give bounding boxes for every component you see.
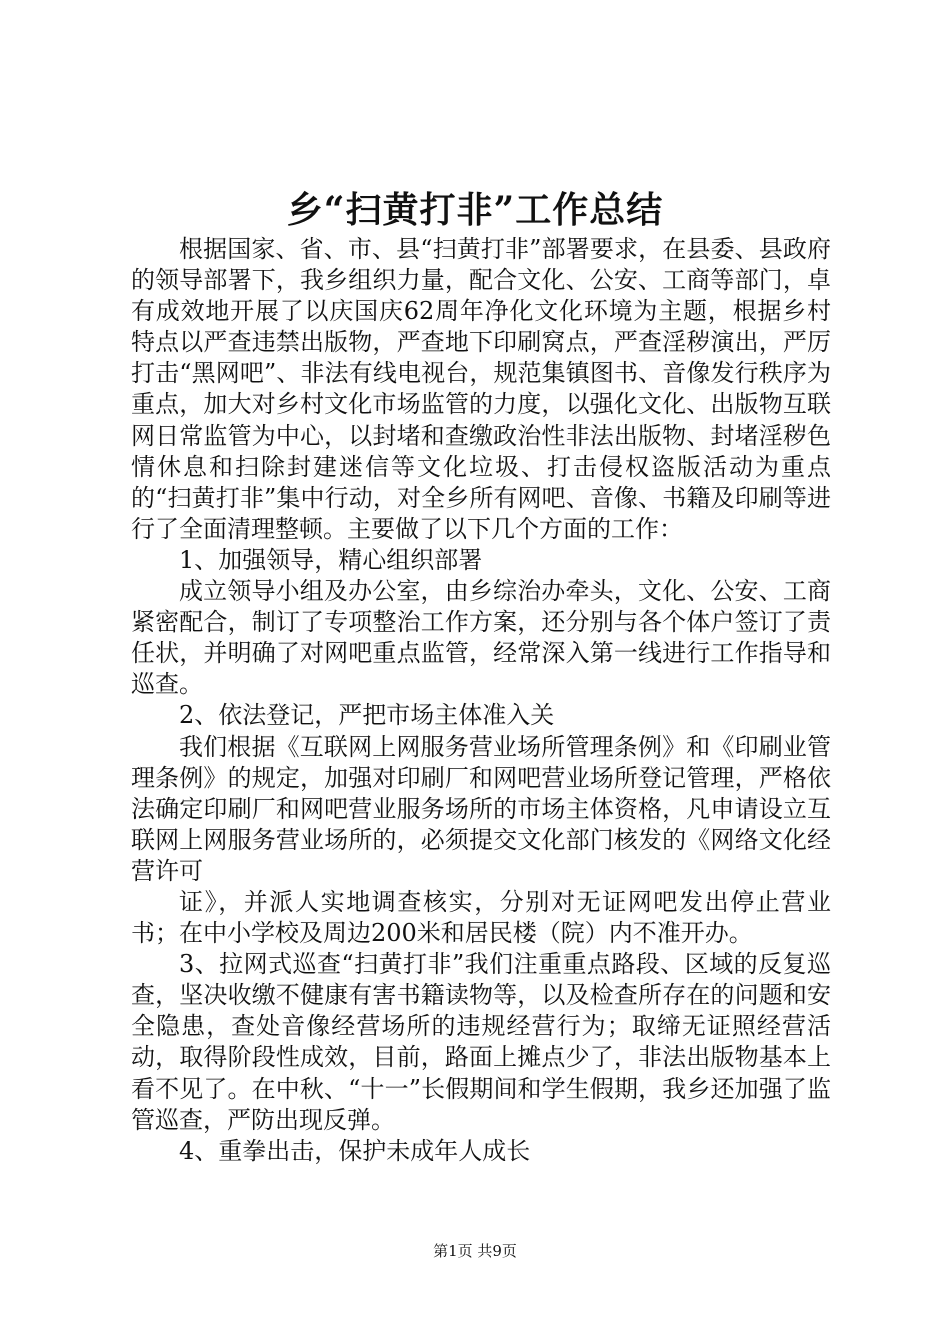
section-paragraph-2a: 我们根据《互联网上网服务营业场所管理条例》和《印刷业管理条例》的规定，加强对印刷厂和网吧营业场所登记管理，严格依法确定印刷厂和网吧营业服务场所的市场主体资格，凡申请设立互联网上网服务营业场所的，必须提交文化部门核发的《网络文化经营许可 bbox=[131, 732, 831, 885]
section-heading-2: 2、依法登记，严把市场主体准入关 bbox=[179, 701, 555, 730]
section-paragraph-2b: 证》，并派人实地调查核实，分别对无证网吧发出停止营业书；在中小学校及周边200米和居民楼（院）内不准开办。 bbox=[131, 887, 831, 948]
section-paragraph-3: 3、拉网式巡查“扫黄打非”我们注重重点路段、区域的反复巡查，坚决收缴不健康有害书籍读物等，以及检查所存在的问题和安全隐患，查处音像经营场所的违规经营行为；取缔无证照经营活动，取得阶段性成效，目前，路面上摊点少了，非法出版物基本上看不见了。在中秋、“十一”长假期间和学生假期，我乡还加强了监管巡查，严防出现反弹。 bbox=[131, 950, 831, 1134]
page-number-footer: 第1页 共9页 bbox=[433, 1242, 517, 1260]
document-body bbox=[131, 234, 831, 1167]
section-heading-1: 1、加强领导，精心组织部署 bbox=[179, 545, 483, 574]
document-title: 乡“扫黄打非”工作总结 bbox=[286, 189, 664, 231]
intro-paragraph: 根据国家、省、市、县“扫黄打非”部署要求，在县委、县政府的领导部署下，我乡组织力量，配合文化、公安、工商等部门，卓有成效地开展了以庆国庆62周年净化文化环境为主题，根据乡村特点以严查违禁出版物，严查地下印刷窝点，严查淫秽演出，严厉打击“黑网吧”、非法有线电视台，规范集镇图书、音像发行秩序为重点，加大对乡村文化市场监管的力度，以强化文化、出版物互联网日常监管为中心，以封堵和查缴政治性非法出版物、封堵淫秽色情休息和扫除封建迷信等文化垃圾、打击侵权盗版活动为重点的“扫黄打非”集中行动，对全乡所有网吧、音像、书籍及印刷等进行了全面清理整顿。主要做了以下几个方面的工作： bbox=[131, 235, 831, 543]
section-heading-4: 4、重拳出击，保护未成年人成长 bbox=[179, 1136, 531, 1165]
section-paragraph-1: 成立领导小组及办公室，由乡综治办牵头，文化、公安、工商紧密配合，制订了专项整治工作方案，还分别与各个体户签订了责任状，并明确了对网吧重点监管，经常深入第一线进行工作指导和巡查。 bbox=[131, 577, 831, 699]
